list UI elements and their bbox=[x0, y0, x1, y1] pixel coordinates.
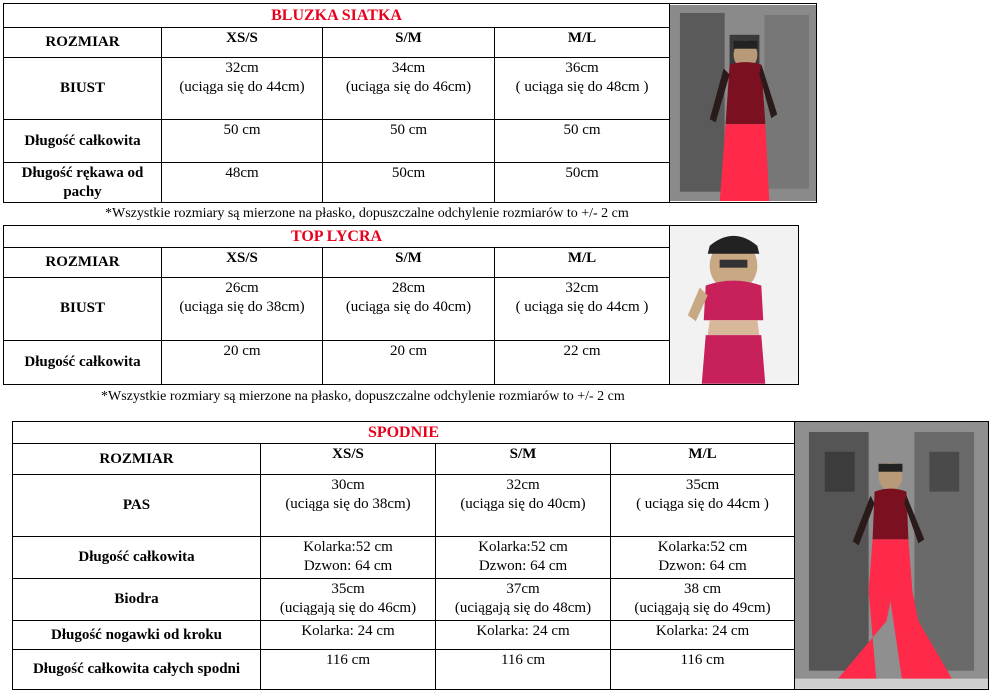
spodnie-size-s-m: S/M bbox=[436, 444, 611, 475]
top-note: *Wszystkie rozmiary są mierzone na płasko, dopuszczalne odchylenie rozmiarów to +/- 2 cm bbox=[101, 389, 625, 404]
spodnie-table bbox=[12, 421, 989, 690]
top-cell: 32cm ( uciąga się do 44cm ) bbox=[495, 278, 670, 340]
bluzka-cell: 34cm (uciąga się do 46cm) bbox=[323, 58, 495, 120]
bluzka-cell: 50 cm bbox=[323, 120, 495, 163]
spodnie-cell: Kolarka: 24 cm bbox=[611, 621, 795, 650]
spodnie-size-label: ROZMIAR bbox=[13, 444, 261, 475]
bluzka-size-label: ROZMIAR bbox=[4, 28, 162, 58]
bluzka-size-s-m: S/M bbox=[323, 28, 495, 58]
top-cell: 22 cm bbox=[495, 340, 670, 384]
spodnie-cell: 116 cm bbox=[436, 650, 611, 690]
spodnie-cell: 116 cm bbox=[611, 650, 795, 690]
spodnie-cell: 32cm (uciąga się do 40cm) bbox=[436, 475, 611, 537]
spodnie-cell: 116 cm bbox=[261, 650, 436, 690]
top-cell: 28cm (uciąga się do 40cm) bbox=[323, 278, 495, 340]
spodnie-photo bbox=[795, 422, 989, 690]
top-size-m-l: M/L bbox=[495, 248, 670, 278]
top-size-s-m: S/M bbox=[323, 248, 495, 278]
spodnie-row-label: Biodra bbox=[13, 579, 261, 621]
bluzka-row-label: Długość rękawa od pachy bbox=[4, 163, 162, 203]
bluzka-photo bbox=[670, 4, 817, 203]
bluzka-row-label: BIUST bbox=[4, 58, 162, 120]
bluzka-row-label: Długość całkowita bbox=[4, 120, 162, 163]
top-title: TOP LYCRA bbox=[4, 226, 670, 248]
top-size-xs-s: XS/S bbox=[162, 248, 323, 278]
bluzka-cell: 48cm bbox=[162, 163, 323, 203]
spodnie-cell: 30cm (uciąga się do 38cm) bbox=[261, 475, 436, 537]
top-row-label: Długość całkowita bbox=[4, 340, 162, 384]
bluzka-title: BLUZKA SIATKA bbox=[4, 4, 670, 28]
spodnie-cell: Kolarka:52 cm Dzwon: 64 cm bbox=[261, 537, 436, 579]
bluzka-table bbox=[3, 3, 817, 203]
spodnie-row-label: Długość całkowita całych spodni bbox=[13, 650, 261, 690]
bluzka-cell: 50cm bbox=[495, 163, 670, 203]
top-photo bbox=[670, 226, 799, 385]
spodnie-cell: 35cm (uciągają się do 46cm) bbox=[261, 579, 436, 621]
top-cell: 26cm (uciąga się do 38cm) bbox=[162, 278, 323, 340]
spodnie-size-m-l: M/L bbox=[611, 444, 795, 475]
spodnie-cell: 35cm ( uciąga się do 44cm ) bbox=[611, 475, 795, 537]
spodnie-cell: Kolarka:52 cm Dzwon: 64 cm bbox=[436, 537, 611, 579]
spodnie-cell: 38 cm (uciągają się do 49cm) bbox=[611, 579, 795, 621]
bluzka-cell: 50cm bbox=[323, 163, 495, 203]
spodnie-cell: Kolarka: 24 cm bbox=[261, 621, 436, 650]
top-row-label: BIUST bbox=[4, 278, 162, 340]
bluzka-note: *Wszystkie rozmiary są mierzone na płasko, dopuszczalne odchylenie rozmiarów to +/- 2 cm bbox=[105, 206, 629, 221]
spodnie-row-label: Długość nogawki od kroku bbox=[13, 621, 261, 650]
spodnie-row-label: Długość całkowita bbox=[13, 537, 261, 579]
spodnie-cell: 37cm (uciągają się do 48cm) bbox=[436, 579, 611, 621]
top-cell: 20 cm bbox=[162, 340, 323, 384]
bluzka-cell: 50 cm bbox=[162, 120, 323, 163]
spodnie-cell: Kolarka:52 cm Dzwon: 64 cm bbox=[611, 537, 795, 579]
spodnie-size-xs-s: XS/S bbox=[261, 444, 436, 475]
spodnie-cell: Kolarka: 24 cm bbox=[436, 621, 611, 650]
top-table bbox=[3, 225, 799, 385]
bluzka-size-m-l: M/L bbox=[495, 28, 670, 58]
bluzka-size-xs-s: XS/S bbox=[162, 28, 323, 58]
top-cell: 20 cm bbox=[323, 340, 495, 384]
bluzka-cell: 32cm (uciąga się do 44cm) bbox=[162, 58, 323, 120]
bluzka-cell: 36cm ( uciąga się do 48cm ) bbox=[495, 58, 670, 120]
top-size-label: ROZMIAR bbox=[4, 248, 162, 278]
spodnie-row-label: PAS bbox=[13, 475, 261, 537]
bluzka-cell: 50 cm bbox=[495, 120, 670, 163]
spodnie-title: SPODNIE bbox=[13, 422, 795, 444]
